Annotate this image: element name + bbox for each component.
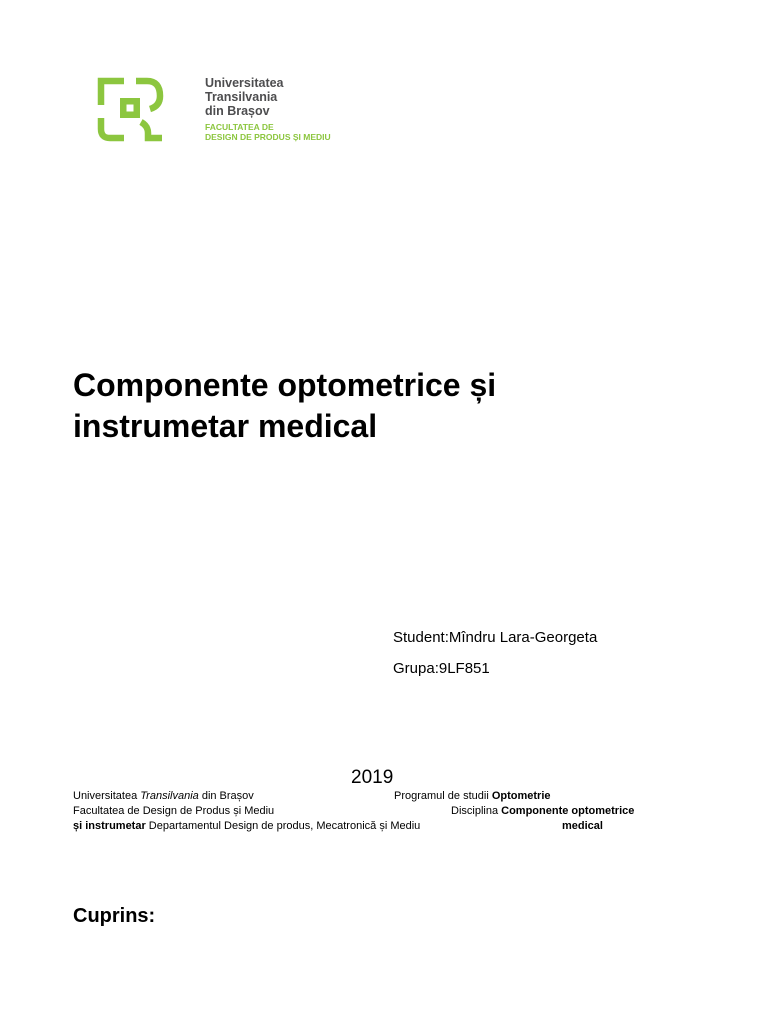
- title-line-1: Componente optometrice și: [73, 367, 497, 403]
- table-of-contents-heading: Cuprins:: [73, 905, 156, 927]
- university-prefix: Universitatea: [73, 790, 141, 802]
- document-title: [73, 365, 673, 447]
- unitbv-logo-icon: [96, 76, 168, 144]
- university-name-line: Transilvania: [205, 90, 278, 104]
- faculty-label: Facultatea de Design de Produs și Mediu: [73, 805, 275, 817]
- university-name-line: Universitatea: [205, 76, 284, 90]
- university-label: [73, 789, 254, 804]
- discipline-name: Componente optometrice: [501, 805, 635, 817]
- discipline: [451, 804, 634, 819]
- study-program-name: Optometrie: [491, 790, 551, 802]
- footer-info: [73, 789, 693, 834]
- student-name: Student:Mîndru Lara-Georgeta: [393, 629, 598, 646]
- discipline-prefix: Disciplina: [451, 805, 502, 817]
- discipline-name-continued: și instrumetar: [73, 820, 146, 832]
- document-year: 2019: [351, 767, 394, 788]
- footer-row-2: [73, 804, 693, 819]
- university-logo: [96, 76, 336, 144]
- university-name-line: din Brașov: [205, 104, 270, 118]
- faculty-name-line: DESIGN DE PRODUS ȘI MEDIU: [205, 132, 331, 142]
- student-group: Grupa:9LF851: [393, 660, 490, 677]
- footer-row-3: [73, 819, 693, 834]
- university-italic: Transilvania: [140, 790, 199, 802]
- discipline-name-end: medical: [562, 820, 603, 832]
- title-line-2: instrumetar medical: [73, 408, 378, 444]
- study-program-prefix: Programul de studii: [394, 790, 492, 802]
- faculty-name-line: FACULTATEA DE: [205, 122, 274, 132]
- university-suffix: din Brașov: [198, 790, 254, 802]
- study-program: [394, 789, 551, 804]
- department-line: [73, 819, 420, 834]
- footer-row-1: [73, 789, 693, 804]
- department-name: Departamentul Design de produs, Mecatronică și Mediu: [145, 820, 421, 832]
